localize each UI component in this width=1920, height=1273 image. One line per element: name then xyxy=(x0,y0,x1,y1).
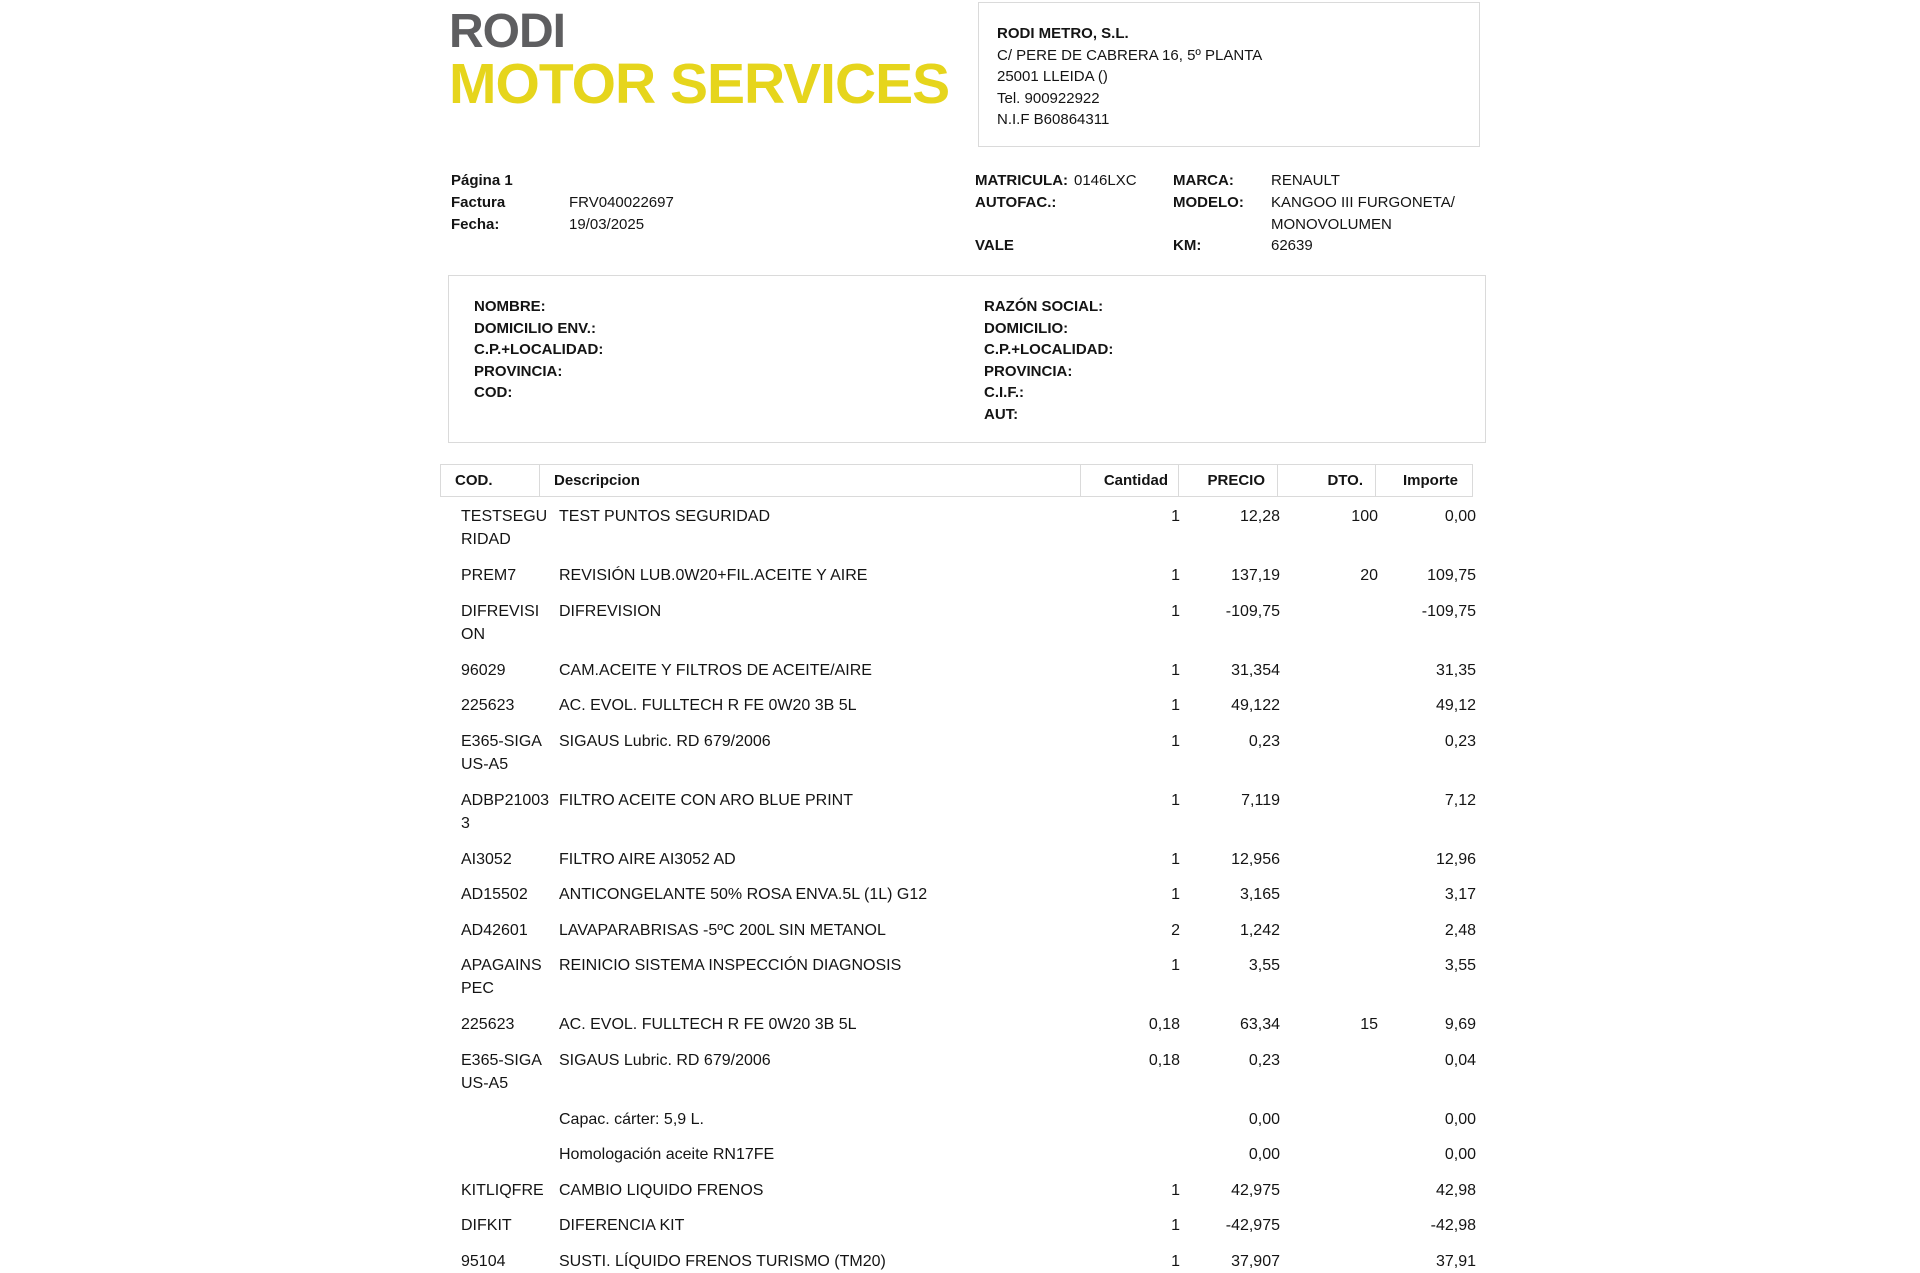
row-importe: 3,17 xyxy=(1445,883,1476,906)
row-cantidad: 1 xyxy=(1171,600,1180,623)
row-precio: 0,00 xyxy=(1249,1108,1280,1131)
client-label-domicilio-env: DOMICILIO ENV.: xyxy=(474,318,603,340)
row-importe: 7,12 xyxy=(1445,789,1476,812)
company-name: RODI METRO, S.L. xyxy=(997,23,1479,45)
row-importe: 9,69 xyxy=(1445,1013,1476,1036)
client-label-cp-localidad-2: C.P.+LOCALIDAD: xyxy=(984,339,1113,361)
row-descripcion: CAMBIO LIQUIDO FRENOS xyxy=(559,1179,763,1202)
row-cantidad: 1 xyxy=(1171,883,1180,906)
row-importe: 109,75 xyxy=(1427,564,1476,587)
row-cod: APAGAINSPEC xyxy=(461,954,551,1000)
table-row xyxy=(0,694,1920,718)
matricula-value: 0146LXC xyxy=(1074,170,1137,192)
client-label-provincia: PROVINCIA: xyxy=(474,361,603,383)
table-row xyxy=(0,919,1920,943)
table-row xyxy=(0,564,1920,588)
row-descripcion: CAM.ACEITE Y FILTROS DE ACEITE/AIRE xyxy=(559,659,872,682)
row-cantidad: 1 xyxy=(1171,1214,1180,1237)
row-importe: 0,04 xyxy=(1445,1049,1476,1072)
row-importe: 0,00 xyxy=(1445,1108,1476,1131)
row-cod: ADBP210033 xyxy=(461,789,551,835)
client-label-nombre: NOMBRE: xyxy=(474,296,603,318)
row-dto: 20 xyxy=(1360,564,1378,587)
row-importe: 31,35 xyxy=(1436,659,1476,682)
logo-rodi-text: RODI xyxy=(449,8,949,56)
row-precio: -109,75 xyxy=(1226,600,1280,623)
row-precio: 7,119 xyxy=(1241,789,1280,812)
row-importe: 2,48 xyxy=(1445,919,1476,942)
row-precio: 3,165 xyxy=(1240,883,1280,906)
row-descripcion: FILTRO ACEITE CON ARO BLUE PRINT xyxy=(559,789,853,812)
row-precio: 0,23 xyxy=(1249,1049,1280,1072)
row-cantidad: 1 xyxy=(1171,730,1180,753)
client-label-provincia-2: PROVINCIA: xyxy=(984,361,1113,383)
table-row xyxy=(0,505,1920,552)
company-logo xyxy=(449,8,949,112)
row-dto: 15 xyxy=(1360,1013,1378,1036)
logo-motor-services-text: MOTOR SERVICES xyxy=(449,56,949,112)
row-precio: 42,975 xyxy=(1231,1179,1280,1202)
row-precio: 137,19 xyxy=(1231,564,1280,587)
row-importe: 49,12 xyxy=(1436,694,1476,717)
row-precio: 3,55 xyxy=(1249,954,1280,977)
row-cod: TESTSEGURIDAD xyxy=(461,505,551,551)
row-cantidad: 1 xyxy=(1171,694,1180,717)
row-cod: E365-SIGAUS-A5 xyxy=(461,730,551,776)
row-importe: 42,98 xyxy=(1436,1179,1476,1202)
row-cod: 225623 xyxy=(461,1013,551,1036)
row-cod: 95104 xyxy=(461,1250,551,1273)
company-nif: N.I.F B60864311 xyxy=(997,109,1479,131)
row-precio: 0,00 xyxy=(1249,1143,1280,1166)
row-cod: KITLIQFRE xyxy=(461,1179,551,1202)
table-row xyxy=(0,1179,1920,1203)
row-precio: 31,354 xyxy=(1231,659,1280,682)
row-precio: 49,122 xyxy=(1231,694,1280,717)
col-header-descripcion: Descripcion xyxy=(540,465,1081,496)
col-header-importe: Importe xyxy=(1376,465,1472,496)
row-cod: AD42601 xyxy=(461,919,551,942)
page-number: Página 1 xyxy=(451,170,513,192)
row-cod: AI3052 xyxy=(461,848,551,871)
row-dto: 100 xyxy=(1351,505,1378,528)
row-descripcion: TEST PUNTOS SEGURIDAD xyxy=(559,505,770,528)
items-table-header xyxy=(440,464,1473,497)
row-cod: E365-SIGAUS-A5 xyxy=(461,1049,551,1095)
autofac-label: AUTOFAC.: xyxy=(975,192,1056,214)
row-descripcion: FILTRO AIRE AI3052 AD xyxy=(559,848,736,871)
factura-label: Factura xyxy=(451,192,505,214)
row-cantidad: 0,18 xyxy=(1149,1013,1180,1036)
row-cantidad: 1 xyxy=(1171,505,1180,528)
modelo-label: MODELO: xyxy=(1173,192,1244,214)
company-address: C/ PERE DE CABRERA 16, 5º PLANTA xyxy=(997,45,1479,67)
row-importe: 0,00 xyxy=(1445,1143,1476,1166)
table-row xyxy=(0,848,1920,872)
table-row xyxy=(0,659,1920,683)
row-cantidad: 2 xyxy=(1171,919,1180,942)
col-header-dto: DTO. xyxy=(1278,465,1376,496)
modelo-value-line2: MONOVOLUMEN xyxy=(1271,214,1392,236)
company-city: 25001 LLEIDA () xyxy=(997,66,1479,88)
row-cantidad: 1 xyxy=(1171,1250,1180,1273)
row-precio: -42,975 xyxy=(1226,1214,1280,1237)
row-precio: 37,907 xyxy=(1231,1250,1280,1273)
marca-value: RENAULT xyxy=(1271,170,1340,192)
client-left-column xyxy=(474,296,603,404)
col-header-cantidad: Cantidad xyxy=(1081,465,1179,496)
row-descripcion: SUSTI. LÍQUIDO FRENOS TURISMO (TM20) xyxy=(559,1250,886,1273)
client-label-cod: COD: xyxy=(474,382,603,404)
row-importe: 12,96 xyxy=(1436,848,1476,871)
row-importe: 0,23 xyxy=(1445,730,1476,753)
table-row xyxy=(0,1214,1920,1238)
row-descripcion: Capac. cárter: 5,9 L. xyxy=(559,1108,704,1131)
client-label-cp-localidad: C.P.+LOCALIDAD: xyxy=(474,339,603,361)
table-row xyxy=(0,883,1920,907)
row-descripcion: AC. EVOL. FULLTECH R FE 0W20 3B 5L xyxy=(559,1013,857,1036)
row-precio: 12,28 xyxy=(1240,505,1280,528)
row-cod: 225623 xyxy=(461,694,551,717)
vale-label: VALE xyxy=(975,235,1014,257)
row-descripcion: REVISIÓN LUB.0W20+FIL.ACEITE Y AIRE xyxy=(559,564,867,587)
client-right-column xyxy=(984,296,1113,425)
col-header-cod: COD. xyxy=(441,465,540,496)
row-descripcion: SIGAUS Lubric. RD 679/2006 xyxy=(559,1049,771,1072)
client-label-domicilio: DOMICILIO: xyxy=(984,318,1113,340)
matricula-label: MATRICULA: xyxy=(975,170,1068,192)
fecha-label: Fecha: xyxy=(451,214,499,236)
row-cantidad: 1 xyxy=(1171,954,1180,977)
row-importe: 0,00 xyxy=(1445,505,1476,528)
row-descripcion: ANTICONGELANTE 50% ROSA ENVA.5L (1L) G12 xyxy=(559,883,927,906)
row-precio: 0,23 xyxy=(1249,730,1280,753)
row-cantidad: 1 xyxy=(1171,848,1180,871)
table-row xyxy=(0,1250,1920,1273)
col-header-precio: PRECIO xyxy=(1179,465,1278,496)
table-row xyxy=(0,730,1920,777)
table-row xyxy=(0,1143,1920,1167)
table-row xyxy=(0,1108,1920,1132)
row-cod: 96029 xyxy=(461,659,551,682)
row-cod: DIFKIT xyxy=(461,1214,551,1237)
table-row xyxy=(0,600,1920,647)
row-descripcion: DIFREVISION xyxy=(559,600,661,623)
row-cantidad: 1 xyxy=(1171,659,1180,682)
row-importe: 37,91 xyxy=(1436,1250,1476,1273)
row-importe: 3,55 xyxy=(1445,954,1476,977)
row-descripcion: REINICIO SISTEMA INSPECCIÓN DIAGNOSIS xyxy=(559,954,901,977)
row-cantidad: 1 xyxy=(1171,789,1180,812)
row-precio: 63,34 xyxy=(1240,1013,1280,1036)
row-descripcion: DIFERENCIA KIT xyxy=(559,1214,684,1237)
row-descripcion: SIGAUS Lubric. RD 679/2006 xyxy=(559,730,771,753)
table-row xyxy=(0,1049,1920,1096)
row-descripcion: LAVAPARABRISAS -5ºC 200L SIN METANOL xyxy=(559,919,886,942)
row-cod: AD15502 xyxy=(461,883,551,906)
row-importe: -109,75 xyxy=(1422,600,1476,623)
client-label-aut: AUT: xyxy=(984,404,1113,426)
fecha-value: 19/03/2025 xyxy=(569,214,644,236)
row-cod: PREM7 xyxy=(461,564,551,587)
row-cod: DIFREVISION xyxy=(461,600,551,646)
client-label-razon-social: RAZÓN SOCIAL: xyxy=(984,296,1113,318)
row-descripcion: Homologación aceite RN17FE xyxy=(559,1143,774,1166)
company-info-box xyxy=(978,2,1480,147)
row-precio: 12,956 xyxy=(1231,848,1280,871)
km-label: KM: xyxy=(1173,235,1201,257)
row-cantidad: 0,18 xyxy=(1149,1049,1180,1072)
table-row xyxy=(0,789,1920,836)
table-row xyxy=(0,954,1920,1001)
row-cantidad: 1 xyxy=(1171,1179,1180,1202)
client-label-cif: C.I.F.: xyxy=(984,382,1113,404)
modelo-value-line1: KANGOO III FURGONETA/ xyxy=(1271,192,1455,214)
factura-value: FRV040022697 xyxy=(569,192,674,214)
row-descripcion: AC. EVOL. FULLTECH R FE 0W20 3B 5L xyxy=(559,694,857,717)
row-precio: 1,242 xyxy=(1240,919,1280,942)
row-cantidad: 1 xyxy=(1171,564,1180,587)
company-phone: Tel. 900922922 xyxy=(997,88,1479,110)
row-importe: -42,98 xyxy=(1431,1214,1476,1237)
client-info-box xyxy=(448,275,1486,443)
marca-label: MARCA: xyxy=(1173,170,1234,192)
table-row xyxy=(0,1013,1920,1037)
km-value: 62639 xyxy=(1271,235,1313,257)
